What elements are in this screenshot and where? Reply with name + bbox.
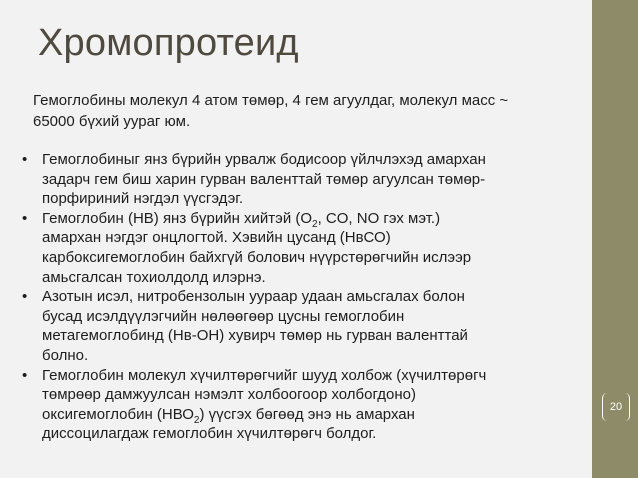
bullet-marker: •: [22, 366, 28, 384]
intro-line: Гемоглобины молекул 4 атом төмөр, 4 гем агуулдаг, молекул масс ~: [33, 92, 509, 109]
bullet-line: метагемоглобинд (Нв-ОН) хувирч төмөр нь гурван валенттай: [42, 327, 468, 345]
bullet-line: төмрөөр дамжуулсан нэмэлт холбоогоор холбогдоно): [42, 386, 417, 404]
bullet-item: [16, 287, 586, 365]
bullet-text: , CO, NO гэх мэт.): [317, 209, 441, 227]
bullet-line: порфириний нэгдэл үүсгэдэг.: [42, 190, 244, 208]
bullet-line: [42, 405, 586, 425]
bullet-line: [42, 209, 586, 229]
bullet-item: [16, 209, 586, 287]
slide-title: Хромопротеид: [38, 22, 299, 64]
bullet-text: Гемоглобин (НВ) янз бүрийн хийтэй (О: [42, 209, 313, 227]
bullet-item: [16, 150, 586, 209]
bullet-line: амархан нэгдэг онцлогтой. Хэвийн цусанд (НвСО): [42, 229, 391, 247]
subscript: 2: [193, 414, 200, 426]
bullet-item: [16, 366, 586, 444]
bullet-marker: •: [22, 288, 28, 306]
bullet-text: ) үүсгэх бөгөөд энэ нь амархан: [199, 405, 415, 423]
bullet-text: оксигемоглобин (НВО: [42, 405, 194, 423]
bullet-line: бусад исэлдүүлэгчийн нөлөөгөөр цусны гемоглобин: [42, 307, 405, 325]
bullet-line: Гемоглобин молекул хүчилтөрөгчийг шууд холбож (хүчилтөрөгч: [42, 366, 487, 384]
bullet-line: болно.: [42, 346, 89, 364]
intro-line: 65000 бүхий уураг юм.: [33, 113, 191, 130]
bullet-marker: •: [22, 209, 28, 227]
bullet-marker: •: [22, 151, 28, 168]
bullet-list: [16, 150, 586, 444]
bullet-line: задарч гем биш харин гурван валенттай төмөр агуулсан төмөр-: [42, 170, 486, 188]
intro-paragraph: [33, 90, 593, 132]
bullet-line: Азотын исэл, нитробензолын уураар удаан амьсгалах болон: [42, 288, 465, 306]
bullet-line: Гемоглобиныг янз бүрийн урвалж бодисоор үйлчлэхэд амархан: [42, 151, 486, 168]
page-number: 20: [602, 393, 630, 421]
subscript: 2: [312, 218, 318, 230]
bullet-line: карбоксигемоглобин байхгүй болович нүүрстөрөгчийн ислээр: [42, 248, 472, 266]
bullet-line: амьсгалсан тохиолдолд илэрнэ.: [42, 268, 266, 286]
bullet-line: диссоцилагдаж гемоглобин хүчилтөрөгч болдог.: [42, 425, 377, 443]
